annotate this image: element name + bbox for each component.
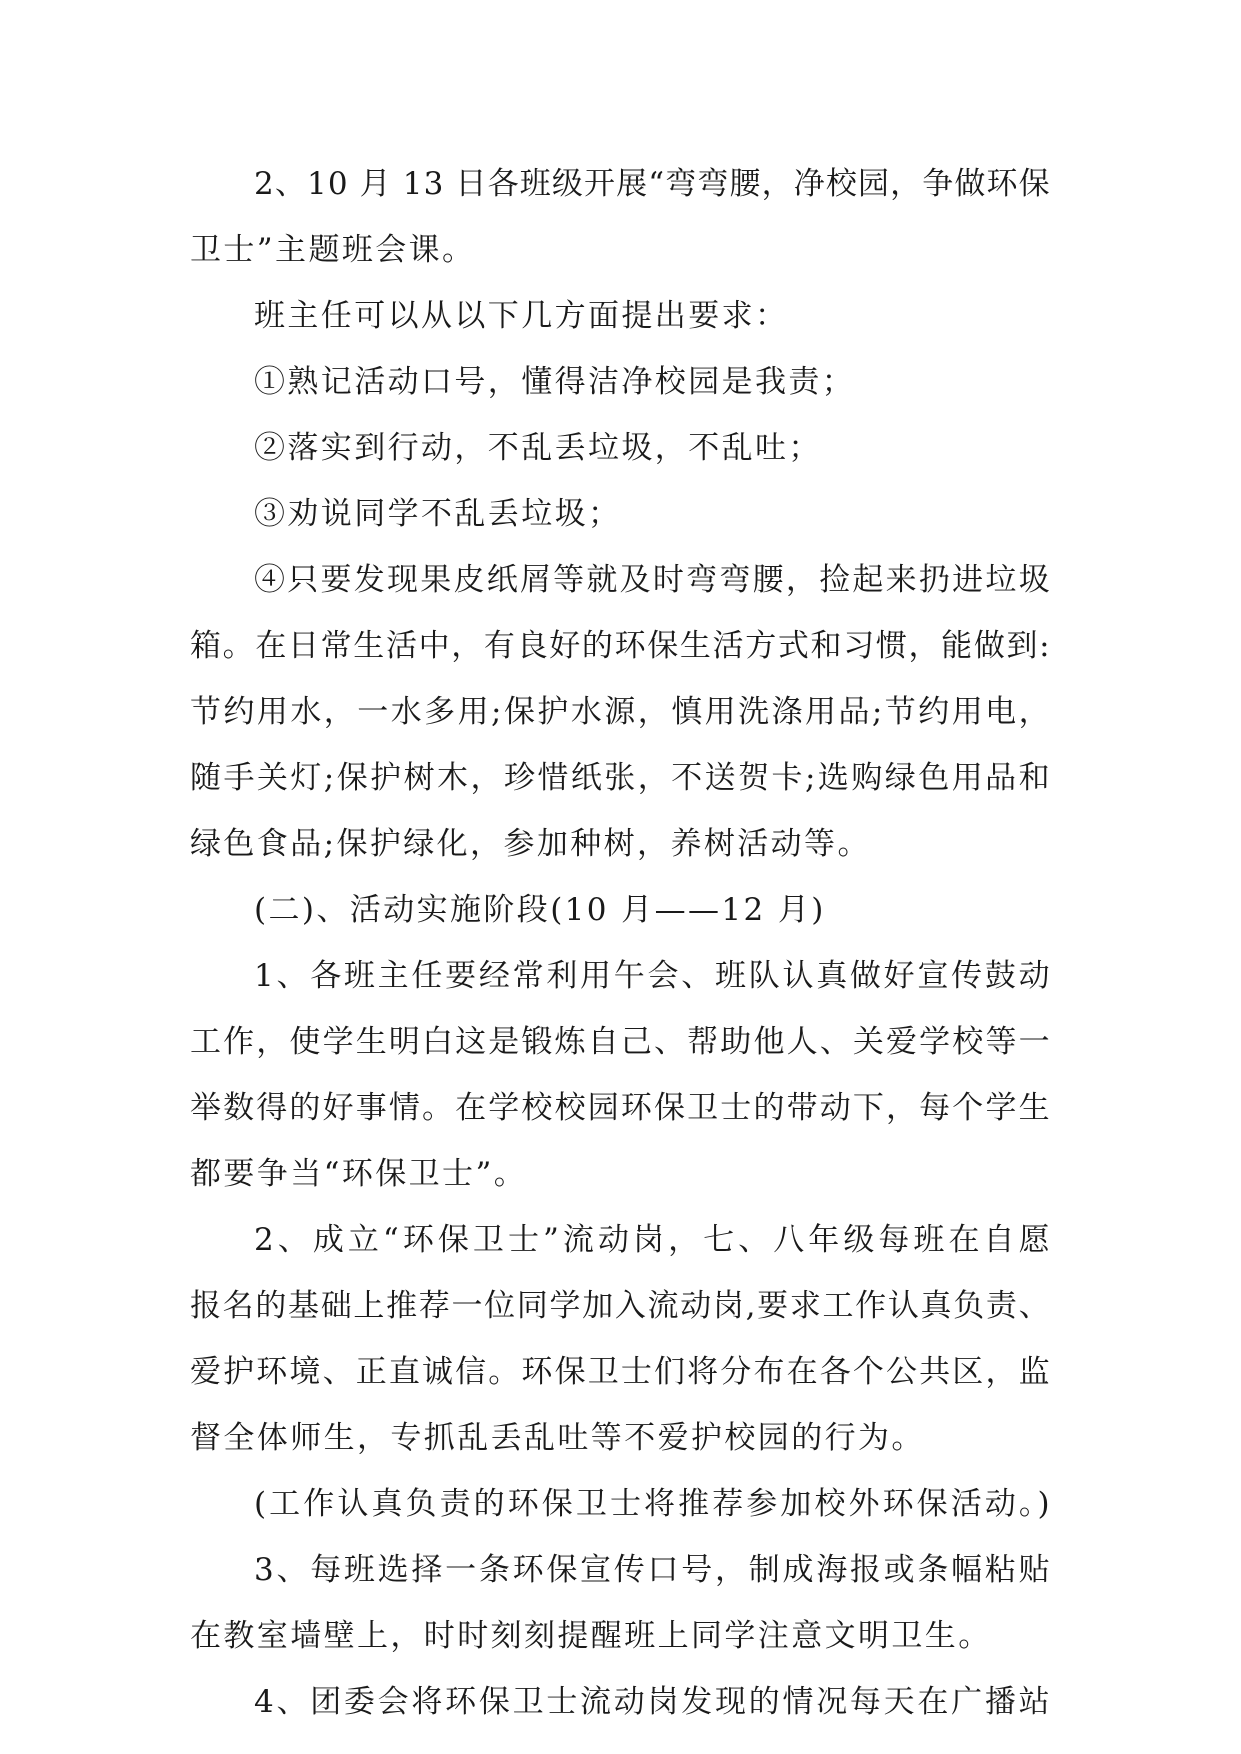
text-line [190, 422, 1052, 488]
text-line [190, 1346, 1052, 1412]
text-line [190, 1016, 1052, 1082]
text-line-content: 工作，使学生明白这是锻炼自己、帮助他人、关爱学校等一 [190, 1024, 1052, 1060]
text-line-content: 1、各班主任要经常利用午会、班队认真做好宣传鼓动 [254, 958, 1053, 994]
text-line [190, 554, 1052, 620]
text-line-content: 2、10 月 13 日各班级开展“弯弯腰，净校园，争做环保 [254, 166, 1051, 202]
text-line-content: ④只要发现果皮纸屑等就及时弯弯腰，捡起来扔进垃圾 [254, 562, 1052, 598]
text-line-content: 爱护环境、正直诚信。环保卫士们将分布在各个公共区，监 [190, 1354, 1052, 1390]
text-line-content: 随手关灯;保护树木，珍惜纸张，不送贺卡;选购绿色用品和 [190, 760, 1053, 796]
text-line-content: 2、成立“环保卫士”流动岗，七、八年级每班在自愿 [254, 1222, 1054, 1258]
text-line-content: 都要争当“环保卫士”。 [190, 1156, 528, 1192]
text-line-content: ①熟记活动口号，懂得洁净校园是我责； [254, 364, 856, 400]
text-line [190, 818, 1052, 884]
text-line-content: 在教室墙壁上，时时刻刻提醒班上同学注意文明卫生。 [190, 1618, 992, 1654]
text-line-content: 卫士”主题班会课。 [190, 232, 476, 268]
text-line-content: ③劝说同学不乱丢垃圾； [254, 496, 622, 532]
text-line [190, 1148, 1052, 1214]
text-line-content: 绿色食品;保护绿化，参加种树，养树活动等。 [190, 826, 871, 862]
text-line [190, 1676, 1052, 1742]
text-line [190, 488, 1052, 554]
text-line [190, 686, 1052, 752]
text-line [190, 1610, 1052, 1676]
text-line [190, 1544, 1052, 1610]
text-line [190, 224, 1052, 290]
text-line-content: 举数得的好事情。在学校校园环保卫士的带动下，每个学生 [190, 1090, 1052, 1126]
text-line [190, 620, 1052, 686]
text-line-content: 4、团委会将环保卫士流动岗发现的情况每天在广播站 [254, 1684, 1053, 1720]
text-line [190, 356, 1052, 422]
text-line [190, 1478, 1052, 1544]
text-line-content: (工作认真负责的环保卫士将推荐参加校外环保活动。) [254, 1486, 1053, 1522]
text-line [190, 884, 1052, 950]
document-body [190, 158, 1052, 1742]
text-line-content: 3、每班选择一条环保宣传口号，制成海报或条幅粘贴 [254, 1552, 1053, 1588]
text-line [190, 950, 1052, 1016]
text-line [190, 1082, 1052, 1148]
text-line [190, 752, 1052, 818]
text-line [190, 1214, 1052, 1280]
text-line-content: 督全体师生，专抓乱丢乱吐等不爱护校园的行为。 [190, 1420, 925, 1456]
text-line-content: ②落实到行动，不乱丢垃圾，不乱吐； [254, 430, 822, 466]
text-line [190, 290, 1052, 356]
text-line-content: 报名的基础上推荐一位同学加入流动岗,要求工作认真负责、 [190, 1288, 1052, 1324]
text-line [190, 158, 1052, 224]
text-line [190, 1412, 1052, 1478]
text-line-content: 箱。在日常生活中，有良好的环保生活方式和习惯，能做到: [190, 628, 1052, 664]
text-line [190, 1280, 1052, 1346]
text-line-content: (二)、活动实施阶段(10 月——12 月) [254, 892, 826, 928]
text-line-content: 节约用水，一水多用;保护水源，慎用洗涤用品;节约用电， [190, 694, 1053, 730]
text-line-content: 班主任可以从以下几方面提出要求： [254, 298, 789, 334]
